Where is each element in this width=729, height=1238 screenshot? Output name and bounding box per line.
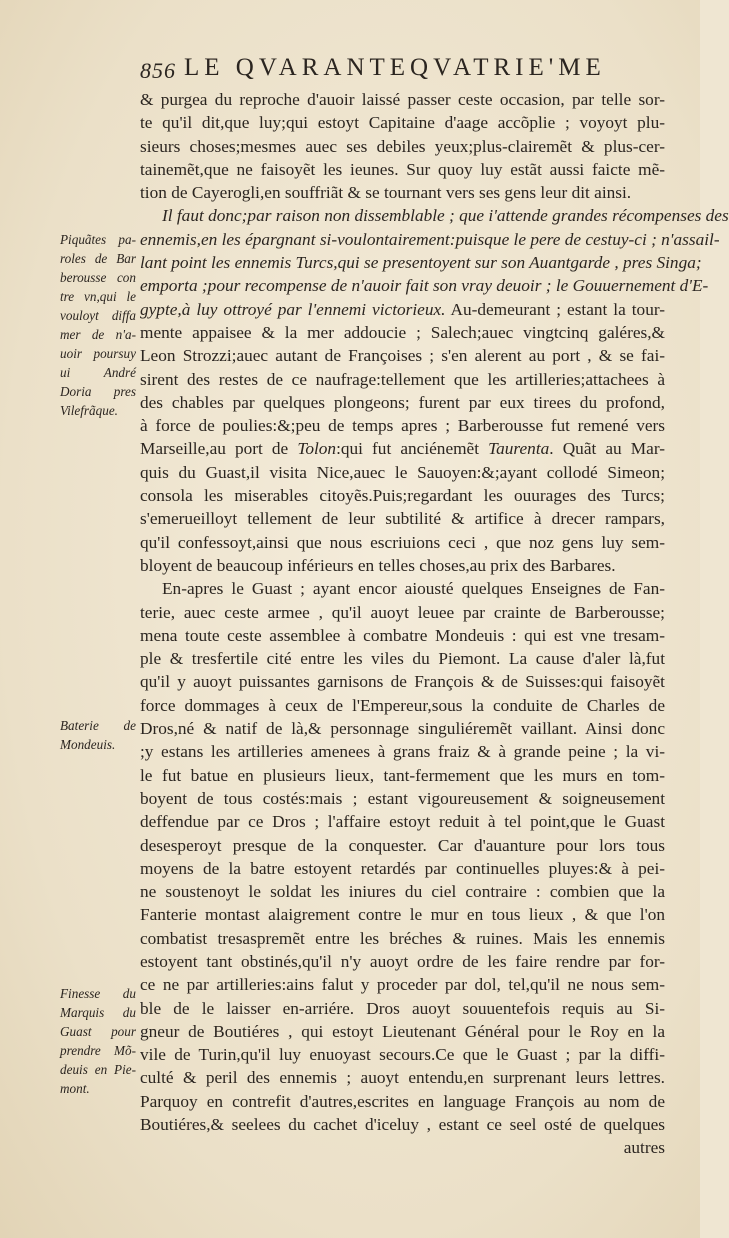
text-line: sirent des restes de ce naufrage:tellement que les artilleries;attachees à <box>140 369 665 389</box>
margin-note-baterie-mondeuis <box>60 716 136 754</box>
margin-note-line: ui André <box>60 365 136 380</box>
text-line: gneur de Boutiéres , qui estoyt Lieutenant Général pour le Roy en la <box>140 1021 665 1041</box>
margin-note-line: berousse con <box>60 270 136 285</box>
margin-note-line: mont. <box>60 1081 90 1096</box>
margin-note-line: deuis en Pie- <box>60 1062 136 1077</box>
page-number: 856 <box>140 58 176 83</box>
margin-note-line: Baterie de <box>60 718 136 733</box>
margin-note-line: Guast pour <box>60 1024 136 1039</box>
margin-note-line: roles de Bar <box>60 251 136 266</box>
text-line: s'emerueilloyt tellement de leur subtilité & artifice à drecer rampars, <box>140 509 665 529</box>
margin-note-piquantes-paroles <box>60 230 136 420</box>
text-line: quis du Guast,il visita Nice,auec le Sauoyen:&;ayant collodé Simeon; <box>140 462 665 482</box>
margin-note-finesse-marquis <box>60 984 136 1098</box>
text-line: à force de poulies:&;peu de temps apres ; Barberousse fut remené vers <box>140 416 665 436</box>
text-line: tainemẽt,que ne faisoyẽt les ieunes. Sur quoy luy estãt aussi faicte mẽ- <box>140 159 665 179</box>
margin-note-line: prendre Mõ- <box>60 1043 136 1058</box>
text-line: En-apres le Guast ; ayant encor aiousté quelques Enseignes de Fan- <box>162 579 665 599</box>
text-line: terie, auec ceste armee , qu'il auoyt leuee par crainte de Barberousse; <box>140 602 665 622</box>
margin-note-line: Finesse du <box>60 986 136 1001</box>
page-header <box>140 54 640 86</box>
text-line: ce ne par artilleries:ains falut y proceder par dol, tel,qu'il ne nous sem- <box>140 975 665 995</box>
text-line: mente appaisee & la mer addoucie ; Salech;auec vingtcinq galéres,& <box>140 322 665 342</box>
text-line: combatist tresaspremẽt entre les bréches & ruines. Mais les ennemis <box>140 928 665 948</box>
text-line: qu'il y auoyt puissantes garnisons de François & de Suisses:qui faisoyẽt <box>140 672 665 692</box>
text-line: Marseille,au port de Tolon:qui fut anciénemẽt Taurenta. Quãt au Mar- <box>140 439 665 459</box>
text-line: moyens de la batre estoyent retardés par continuelles pluyes:& à pei- <box>140 858 665 878</box>
text-line: des chables par quelques plongeons; furent par eux tirees du profond, <box>140 392 665 412</box>
text-line: & purgea du reproche d'auoir laissé passer ceste occasion, par telle sor- <box>140 90 665 109</box>
margin-note-line: Mondeuis. <box>60 737 116 752</box>
text-line: ne soustenoyt le soldat les iniures du ciel contraire : combien que la <box>140 882 665 902</box>
text-line: consola les miserables citoyẽs.Puis;regardant les ouurages des Turcs; <box>140 486 665 506</box>
text-line: desesperoyt presque de la conquester. Car d'auanture pour lors tous <box>140 835 665 855</box>
text-line: Dros,né & natif de là,& personnage singuliéremẽt vaillant. Ainsi donc <box>140 719 665 739</box>
text-line: ple & tresfertile cité entre les viles du Piemont. La cause d'aler là,fut <box>140 649 665 669</box>
text-line: te qu'il dit,que luy;qui estoyt Capitaine d'aage accõplie ; voyoyt plu- <box>140 113 665 133</box>
text-line: ennemis,en les épargnant si-voulontairement:puisque le pere de cestuy-ci ; n'assail- <box>140 229 720 249</box>
text-line: estoyent tant obstinés,qu'il n'y auoyt ordre de les faire rendre par for- <box>140 951 665 971</box>
text-line: Parquoy en contrefit d'autres,escrites en language François au nom de <box>140 1091 665 1111</box>
running-title: LE QVARANTEQVATRIE'ME <box>184 54 606 81</box>
margin-note-line: vouloyt diffa <box>60 308 136 323</box>
margin-note-line: Vilefrãque. <box>60 403 118 418</box>
text-line: Il faut donc;par raison non dissemblable ; que i'attende grandes récompenses des <box>162 206 729 226</box>
margin-note-line: mer de n'a- <box>60 327 136 342</box>
text-line: Boutiéres,& seelees du cachet d'iceluy , estant ce seel osté de quelques <box>140 1115 665 1135</box>
text-line: Fanterie montast alaigrement contre le mur en tous lieux , & que l'on <box>140 905 665 925</box>
text-line: culté & peril des ennemis ; auoyt entendu,en surprenant leurs lettres. <box>140 1068 665 1088</box>
text-line: gypte,à luy ottroyé par l'ennemi victorieux. Au-demeurant ; estant la tour- <box>140 299 665 319</box>
text-line: Leon Strozzi;auec autant de Françoises ; s'en alerent au port , & se fai- <box>140 346 665 366</box>
body-text <box>140 88 729 1160</box>
margin-note-line: uoir poursuy <box>60 346 136 361</box>
text-line: lant point les ennemis Turcs,qui se presentoyent sur son Auantgarde , pres Singa; <box>140 253 702 273</box>
margin-note-line: Piquãtes pa- <box>60 232 136 247</box>
text-line: deffendue par ce Dros ; l'affaire estoyt reduit à tel point,que le Guast <box>140 812 665 832</box>
text-line: qu'il confessoyt,ainsi que nous escriuions ceci , que noz gens luy sem- <box>140 532 665 552</box>
text-line: force dommages à ceux de l'Empereur,sous la conduite de Charles de <box>140 695 665 715</box>
text-line: bloyent de beaucoup inférieurs en telles choses,au prix des Barbares. <box>140 555 616 575</box>
catchword: autres <box>623 1138 665 1158</box>
text-line: sieurs choses;mesmes auec ses debiles yeux;plus-clairemẽt & plus-cer- <box>140 136 665 156</box>
text-line: ble de le laisser en-arriére. Dros auoyt souuentefois requis au Si- <box>140 998 665 1018</box>
text-line: emporta ;pour recompense de n'auoir fait son vray deuoir ; le Gouuernement d'E- <box>140 276 709 296</box>
text-line: le fut batue en plusieurs lieux, tant-fermement que les murs en tom- <box>140 765 665 785</box>
margin-note-line: Marquis du <box>60 1005 136 1020</box>
text-line: ;y estans les artilleries amenees à grans fraiz & à grande peine ; la vi- <box>140 742 665 762</box>
text-line: mena toute ceste assemblee à combatre Mondeuis : qui est vne tresam- <box>140 625 665 645</box>
text-line: tion de Cayerogli,en souffriãt & se tournant vers ses gens leur dit ainsi. <box>140 183 632 203</box>
text-line: boyent de tous costés:mais ; estant vigoureusement & soigneusement <box>140 788 665 808</box>
margin-note-line: tre vn,qui le <box>60 289 136 304</box>
margin-note-line: Doria pres <box>60 384 136 399</box>
text-line: vile de Turin,qu'il luy enuoyast secours.Ce que le Guast ; par la diffi- <box>140 1045 665 1065</box>
